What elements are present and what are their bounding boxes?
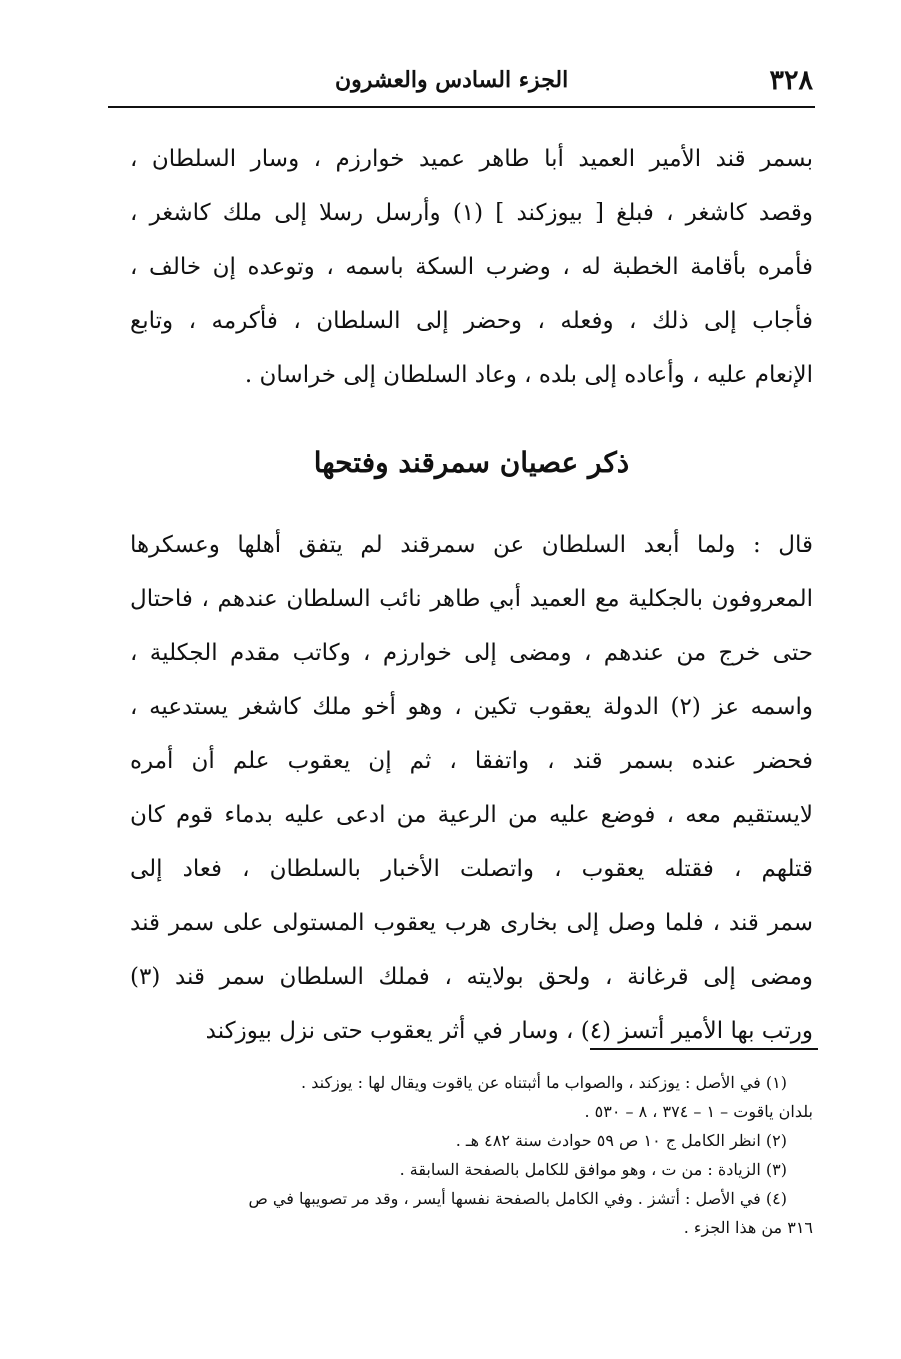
footnote-rule [590,1048,818,1050]
footnote-1-continued: بلدان ياقوت – ١ – ٣٧٤ ، ٨ – ٥٣٠ . [584,1102,813,1121]
text-line: واسمه عز (٢) الدولة يعقوب تكين ، وهو أخو ملك كاشغر يستدعيه ، [130,694,813,720]
footnote-2: (٢) انظر الكامل ج ١٠ ص ٥٩ حوادث سنة ٤٨٢ هـ . [455,1131,787,1150]
text-line: قتلهم ، فقتله يعقوب ، واتصلت الأخبار بالسلطان ، فعاد إلى [130,856,813,882]
page-number: ٣٢٨ [769,64,813,96]
text-line: وقصد كاشغر ، فبلغ [ بيوزكند ] (١) وأرسل رسلا إلى ملك كاشغر ، [130,200,813,226]
footnote-4: (٤) في الأصل : أتشز . وفي الكامل بالصفحة نفسها أيسر ، وقد مر تصويبها في ص [248,1189,787,1208]
text-line: ومضى إلى قرغانة ، ولحق بولايته ، فملك السلطان سمر قند (٣) [130,964,813,990]
section-heading: ذكر عصيان سمرقند وفتحها [313,446,630,479]
top-paragraph [130,132,813,402]
footnote-4-continued: ٣١٦ من هذا الجزء . [683,1218,813,1237]
text-line: لايستقيم معه ، فوضع عليه من الرعية من ادعى عليه بدماء قوم كان [130,802,813,828]
text-line: فأمره بأقامة الخطبة له ، وضرب السكة باسمه ، وتوعده إن خالف ، [130,254,813,280]
text-line: المعروفون بالجكلية مع العميد أبي طاهر نائب السلطان عندهم ، فاحتال [130,586,813,612]
text-line: حتى خرج من عندهم ، ومضى إلى خوارزم ، وكاتب مقدم الجكلية ، [130,640,813,666]
text-line: فحضر عنده بسمر قند ، واتفقا ، ثم إن يعقوب علم أن أمره [130,748,813,774]
running-title: الجزء السادس والعشرون [335,67,569,93]
text-line: بسمر قند الأمير العميد أبا طاهر عميد خوارزم ، وسار السلطان ، [130,146,813,172]
text-line: ورتب بها الأمير أتسز (٤) ، وسار في أثر يعقوب حتى نزل بيوزكند [205,1018,813,1044]
footnote-1: (١) في الأصل : يوزكند ، والصواب ما أثبتناه عن ياقوت ويقال لها : يوزكند . [301,1073,787,1092]
text-line: سمر قند ، فلما وصل إلى بخارى هرب يعقوب المستولى على سمر قند [130,910,813,936]
header-rule [108,106,815,108]
footnotes [150,1068,813,1242]
text-line: قال : ولما أبعد السلطان عن سمرقند لم يتفق أهلها وعسكرها [130,532,813,558]
text-line: فأجاب إلى ذلك ، وفعله ، وحضر إلى السلطان ، فأكرمه ، وتابع [130,308,813,334]
main-paragraph [130,518,813,1058]
footnote-3: (٣) الزيادة : من ت ، وهو موافق للكامل بالصفحة السابقة . [399,1160,787,1179]
page-header [110,58,813,102]
text-line: الإنعام عليه ، وأعاده إلى بلده ، وعاد السلطان إلى خراسان . [244,362,813,388]
